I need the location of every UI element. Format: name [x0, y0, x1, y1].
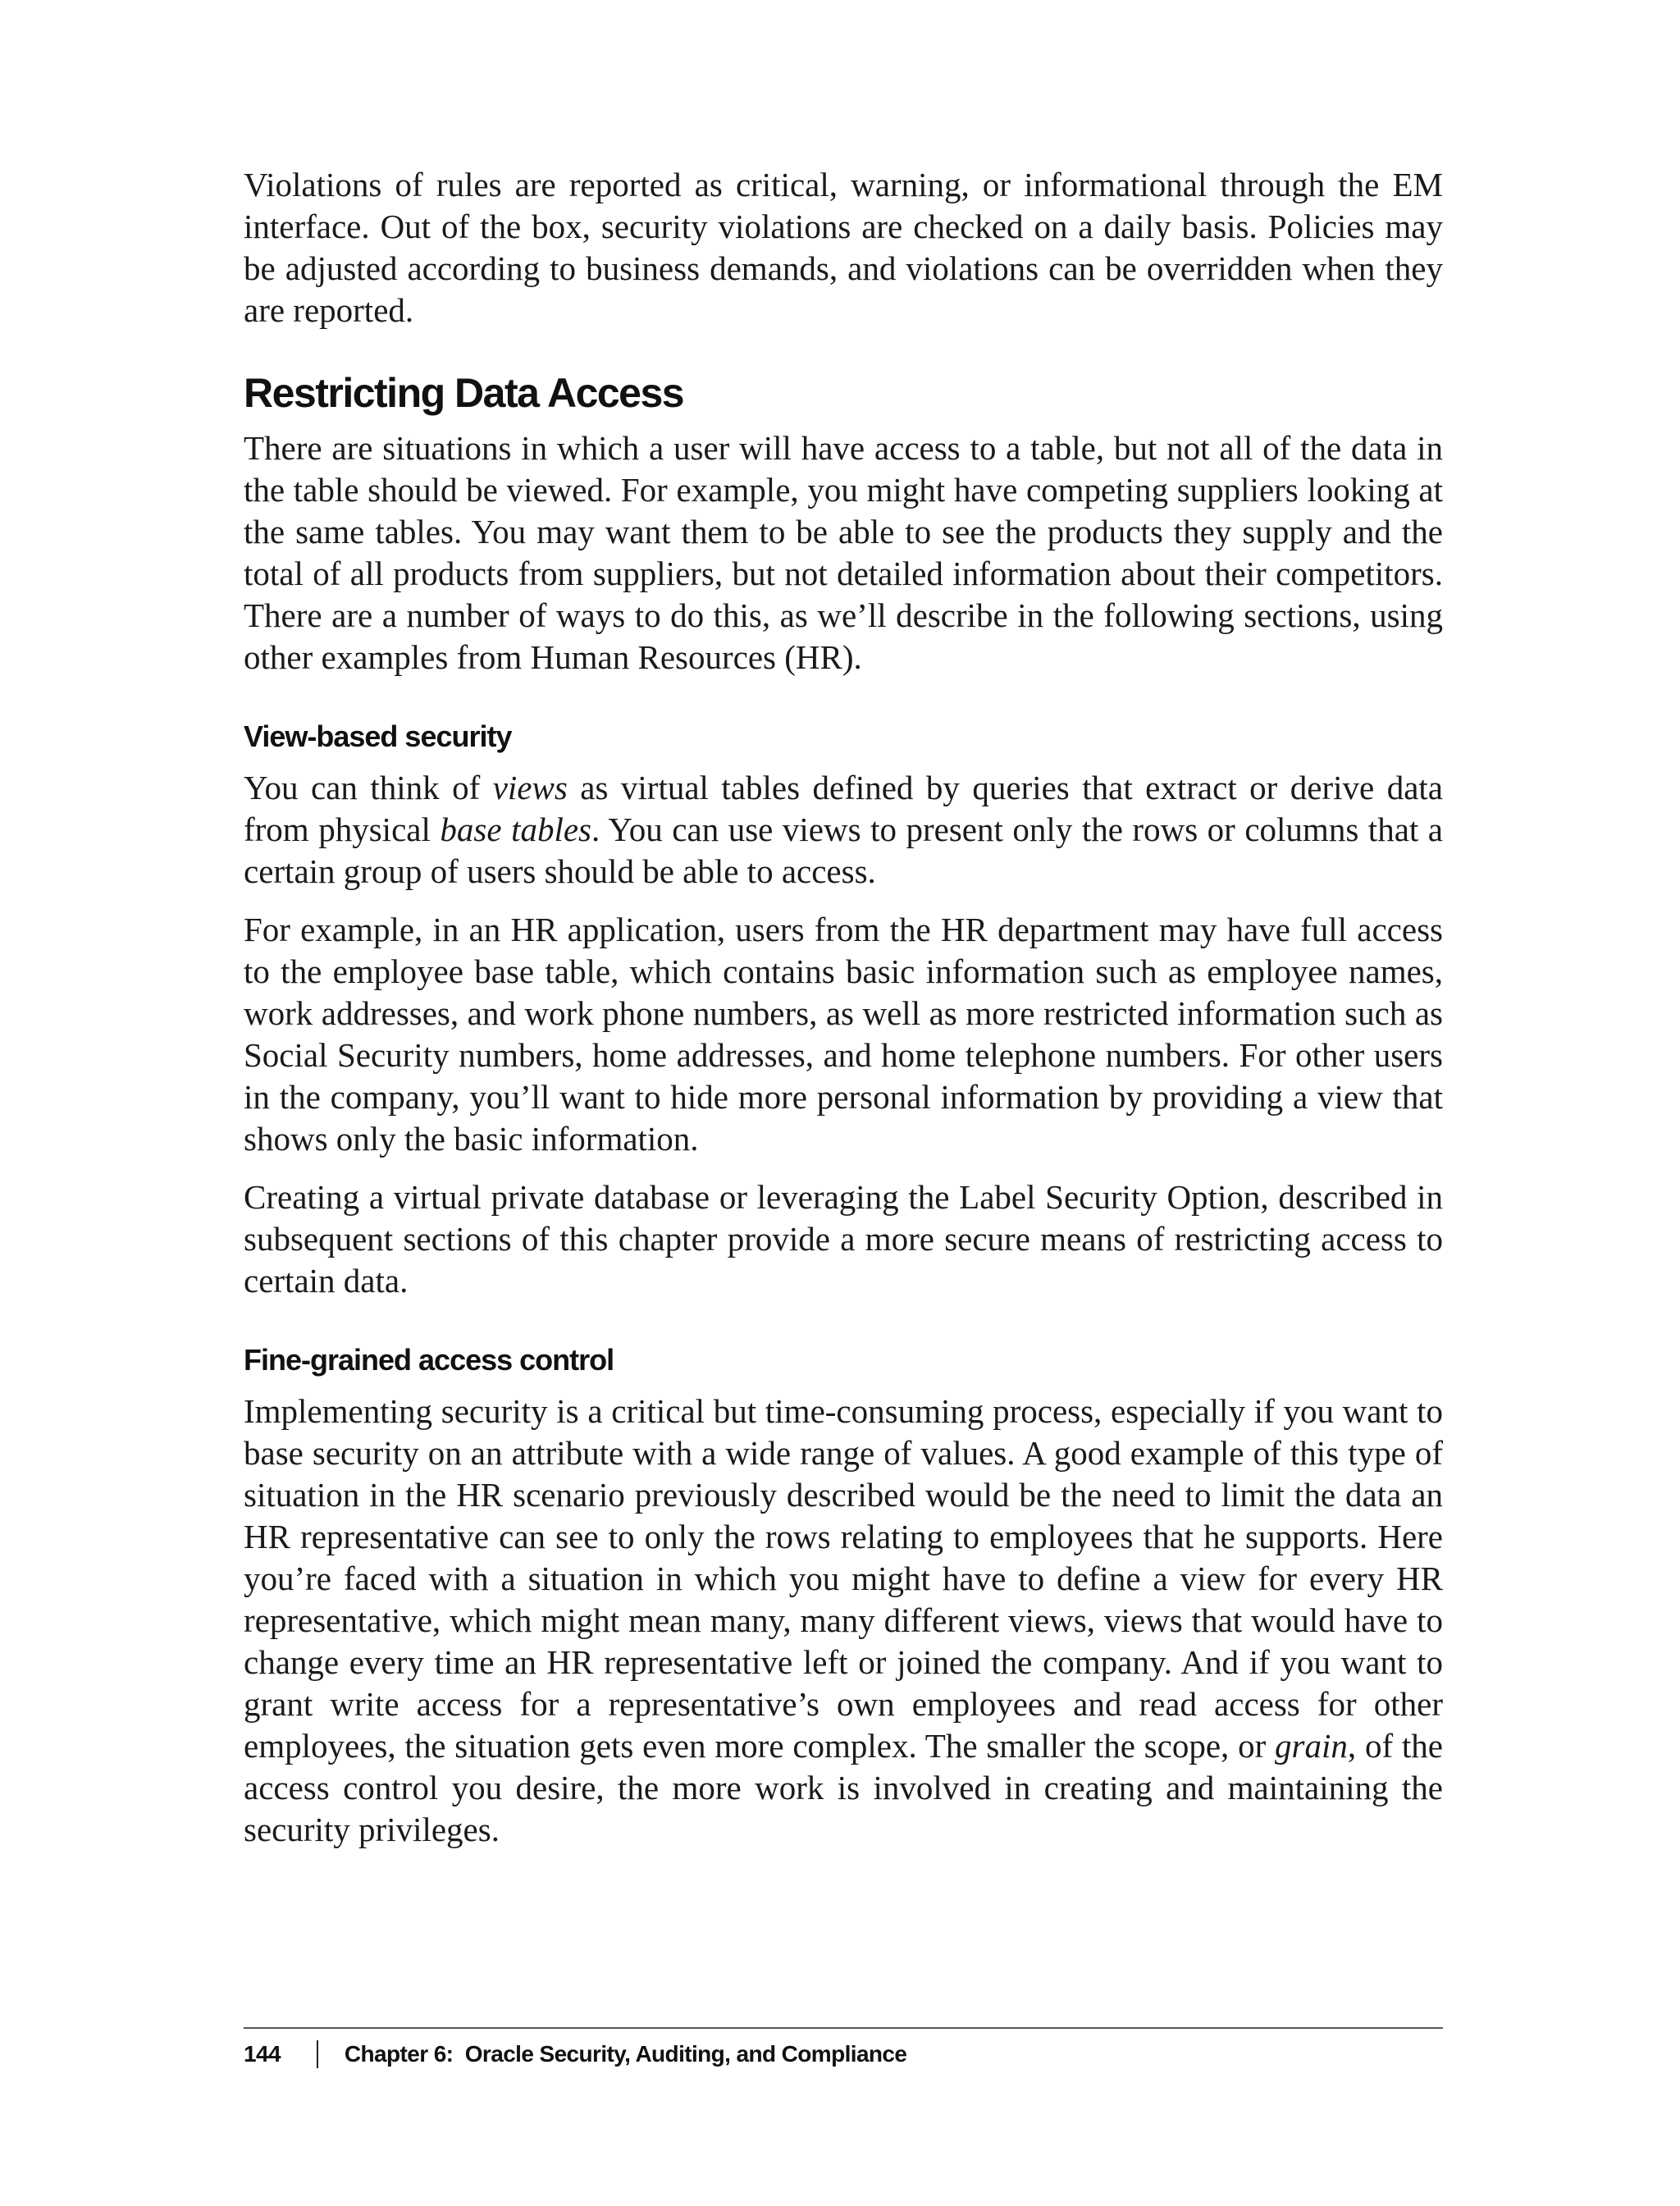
- section-title: Restricting Data Access: [244, 370, 684, 416]
- text-run: . You can use views to present only the rows or columns that a certain group of users should be able to access.: [244, 811, 1444, 890]
- view-based-paragraph-2: For example, in an HR application, users from the HR department may have full access to the employee base table, which contains basic information such as employee names, work addresses, and work phone numbers, as well as more restricted information such as Social Security numbers, home addresses, and home telephone numbers. For other users in the company, you’ll want to hide more personal information by providing a view that shows only the basic information.: [244, 911, 1443, 1158]
- intro-paragraph: Violations of rules are reported as critical, warning, or informational through the EM interface. Out of the box, security violations are checked on a daily basis. Policies may be adjusted according to business demands, and violations can be overridden when they are reported.: [244, 166, 1443, 329]
- page-number: 144: [244, 2041, 281, 2067]
- footer-separator: [317, 2040, 318, 2068]
- page-footer: [244, 2027, 1443, 2068]
- text-run: as virtual tables defined by queries that extract or derive data from physical: [244, 769, 1443, 848]
- term-views: views: [492, 769, 568, 806]
- section-paragraph: There are situations in which a user will have access to a table, but not all of the data in the table should be viewed. For example, you might have competing suppliers looking at the same tables. You may want them to be able to see the products they supply and the total of all products from suppliers, but not detailed information about their competitors. There are a number of ways to do this, as we’ll describe in the following sections, using other examples from Human Resources (HR).: [244, 429, 1443, 676]
- view-based-paragraph-1: [244, 767, 1443, 893]
- footer-line: [244, 2040, 1443, 2068]
- term-grain: grain: [1275, 1727, 1348, 1765]
- fine-grained-paragraph: [244, 1391, 1443, 1851]
- page-body: [244, 164, 1443, 1867]
- fine-grained-access-heading: Fine-grained access control: [244, 1343, 614, 1377]
- text-run: You can think of: [244, 769, 493, 806]
- chapter-title: Chapter 6: Oracle Security, Auditing, and Compliance: [344, 2041, 907, 2067]
- view-based-paragraph-3: Creating a virtual private database or leveraging the Label Security Option, described in subsequent sections of this chapter provide a more secure means of restricting access to certain data.: [244, 1178, 1443, 1299]
- text-run: Implementing security is a critical but time-consuming process, especially if you want to base security on an attribute with a wide range of values. A good example of this type of situation in the HR scenario previously described would be the need to limit the data an HR representative can see to only the rows relating to employees that he supports. Here you’re faced with a situation in which you might have to define a view for every HR representative, which might mean many, many different views, views that would have to change every time an HR representative left or joined the company. And if you want to grant write access for a representative’s own employees and read access for other employees, the situation gets even more complex. The smaller the scope, or: [244, 1392, 1443, 1765]
- footer-divider: [244, 2027, 1443, 2029]
- text-run: , of the access control you desire, the more work is involved in creating and maintaining the security privileges.: [244, 1727, 1443, 1848]
- term-base-tables: base tables: [440, 811, 592, 848]
- view-based-security-heading: View-based security: [244, 719, 512, 753]
